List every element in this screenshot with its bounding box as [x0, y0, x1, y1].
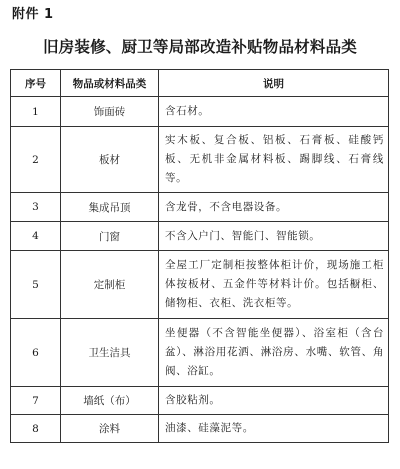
row-desc: 含胶粘剂。 [159, 387, 389, 415]
row-desc: 含龙骨，不含电器设备。 [159, 193, 389, 222]
table-row [11, 251, 389, 319]
row-name: 卫生洁具 [61, 319, 159, 387]
row-desc: 坐便器（不含智能坐便器）、浴室柜（含台盆）、淋浴用花洒、淋浴房、水嘴、软管、角阀、浴缸。 [159, 319, 389, 387]
row-name: 定制柜 [61, 251, 159, 319]
header-name: 物品或材料品类 [61, 70, 159, 97]
table-row [11, 319, 389, 387]
row-name: 板材 [61, 127, 159, 193]
row-no: 6 [11, 319, 61, 387]
row-name: 门窗 [61, 222, 159, 251]
row-no: 3 [11, 193, 61, 222]
table-row [11, 193, 389, 222]
header-desc: 说明 [159, 70, 389, 97]
header-no: 序号 [11, 70, 61, 97]
row-no: 1 [11, 97, 61, 127]
row-no: 2 [11, 127, 61, 193]
row-no: 5 [11, 251, 61, 319]
row-desc: 含石材。 [159, 97, 389, 127]
materials-table [10, 69, 389, 443]
table-row [11, 415, 389, 443]
table-row [11, 97, 389, 127]
table-row [11, 387, 389, 415]
row-desc: 油漆、硅藻泥等。 [159, 415, 389, 443]
row-name: 墙纸（布） [61, 387, 159, 415]
row-desc: 不含入户门、智能门、智能锁。 [159, 222, 389, 251]
row-name: 饰面砖 [61, 97, 159, 127]
table-row [11, 222, 389, 251]
table-row [11, 127, 389, 193]
row-desc: 实木板、复合板、铝板、石膏板、硅酸钙板、无机非金属材料板、踢脚线、石膏线等。 [159, 127, 389, 193]
row-name: 涂料 [61, 415, 159, 443]
attachment-label: 附件 1 [12, 7, 54, 22]
table-header-row [11, 70, 389, 97]
document-title: 旧房装修、厨卫等局部改造补贴物品材料品类 [42, 38, 357, 56]
row-no: 8 [11, 415, 61, 443]
row-name: 集成吊顶 [61, 193, 159, 222]
row-no: 4 [11, 222, 61, 251]
row-no: 7 [11, 387, 61, 415]
row-desc: 全屋工厂定制柜按整体柜计价，现场施工柜体按板材、五金件等材料计价。包括橱柜、储物柜、衣柜、洗衣柜等。 [159, 251, 389, 319]
